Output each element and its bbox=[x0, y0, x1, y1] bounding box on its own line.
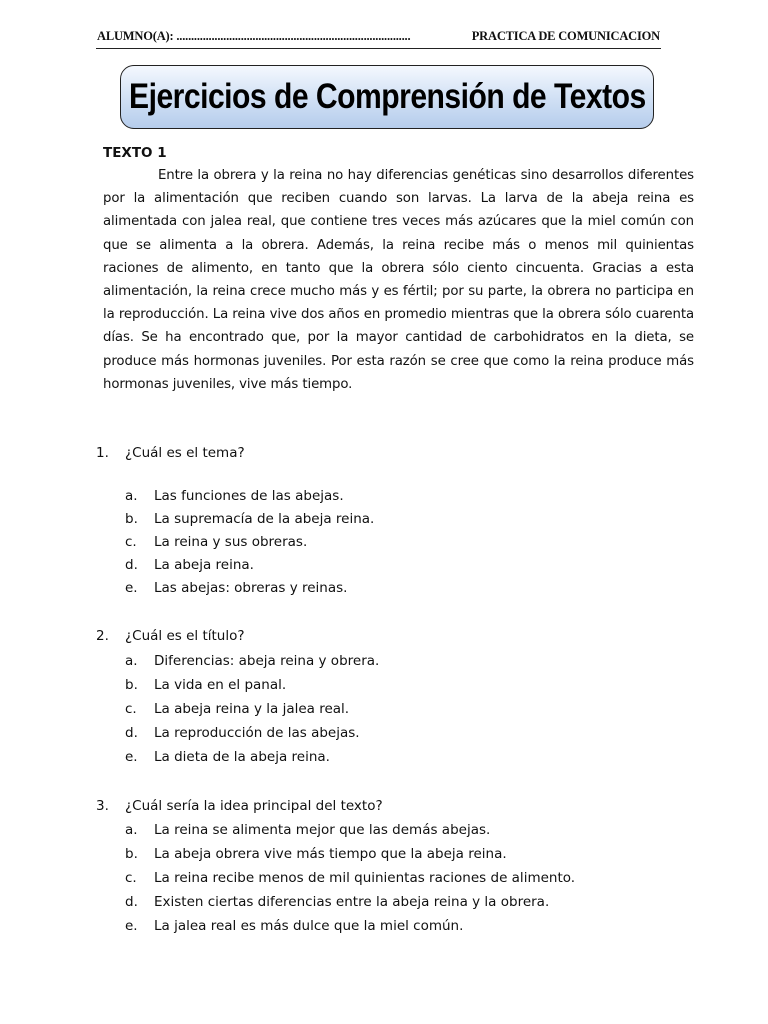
option-item bbox=[96, 842, 716, 866]
option-item bbox=[96, 745, 716, 769]
option-letter: d. bbox=[125, 556, 138, 573]
option-text: Diferencias: abeja reina y obrera. bbox=[154, 653, 380, 669]
question-3 bbox=[96, 796, 716, 938]
option-text: La reina y sus obreras. bbox=[154, 533, 308, 550]
option-item bbox=[96, 721, 716, 745]
option-text: La vida en el panal. bbox=[154, 677, 287, 693]
option-item bbox=[96, 697, 716, 721]
question-text: ¿Cuál es el tema? bbox=[125, 445, 245, 461]
option-list bbox=[96, 818, 716, 938]
option-item bbox=[96, 576, 716, 599]
option-item bbox=[96, 507, 716, 530]
student-name-label: ALUMNO(A): ................................................................................ bbox=[97, 28, 411, 44]
option-letter: a. bbox=[125, 487, 138, 504]
option-item bbox=[96, 530, 716, 553]
option-item bbox=[96, 890, 716, 914]
option-text: La abeja reina. bbox=[154, 556, 254, 573]
section-title: TEXTO 1 bbox=[103, 145, 167, 161]
question-header bbox=[96, 626, 716, 646]
question-2 bbox=[96, 626, 716, 769]
option-item bbox=[96, 484, 716, 507]
question-text: ¿Cuál sería la idea principal del texto? bbox=[125, 798, 383, 814]
option-item bbox=[96, 914, 716, 938]
option-list bbox=[96, 649, 716, 769]
option-letter: a. bbox=[125, 822, 138, 838]
option-text: La abeja obrera vive más tiempo que la abeja reina. bbox=[154, 846, 507, 862]
option-text: La abeja reina y la jalea real. bbox=[154, 701, 350, 717]
option-letter: c. bbox=[125, 701, 137, 717]
question-number: 3. bbox=[96, 798, 109, 814]
header-divider bbox=[96, 48, 661, 49]
question-1 bbox=[96, 443, 716, 599]
option-text: La dieta de la abeja reina. bbox=[154, 749, 330, 765]
option-letter: c. bbox=[125, 533, 137, 550]
option-item bbox=[96, 553, 716, 576]
option-text: La reina recibe menos de mil quinientas raciones de alimento. bbox=[154, 870, 576, 886]
reading-passage: Entre la obrera y la reina no hay diferencias genéticas sino desarrollos diferentes por la alimentación que reciben cuando son larvas. La larva de la abeja reina es alimentada con jalea real, que contiene tres veces más azúcares que la miel común con que se alimenta a la obrera. Además, la reina recibe más o menos mil quinientas raciones de alimento, en tanto que la obrera sólo ciento cincuenta. Gracias a esta alimentación, la reina crece mucho más y es fértil; por su parte, la obrera no participa en la reproducción. La reina vive dos años en promedio mientras que la obrera sólo cuarenta días. Se ha encontrado que, por la mayor cantidad de carbohidratos en la dieta, se produce más hormonas juveniles. Por esta razón se cree que como la reina produce más hormonas juveniles, vive más tiempo. bbox=[103, 168, 694, 392]
option-letter: b. bbox=[125, 846, 138, 862]
option-list bbox=[96, 484, 716, 599]
question-number: 2. bbox=[96, 628, 109, 644]
option-text: Existen ciertas diferencias entre la abeja reina y la obrera. bbox=[154, 894, 550, 910]
title-banner bbox=[120, 65, 654, 129]
page-header bbox=[97, 29, 660, 45]
option-item bbox=[96, 866, 716, 890]
option-letter: d. bbox=[125, 725, 138, 741]
option-letter: d. bbox=[125, 894, 138, 910]
option-text: Las abejas: obreras y reinas. bbox=[154, 579, 348, 596]
option-text: La reproducción de las abejas. bbox=[154, 725, 360, 741]
option-letter: e. bbox=[125, 918, 138, 934]
option-item bbox=[96, 673, 716, 697]
question-text: ¿Cuál es el título? bbox=[125, 628, 245, 644]
option-letter: c. bbox=[125, 870, 137, 886]
option-item bbox=[96, 649, 716, 673]
question-header bbox=[96, 443, 716, 463]
option-text: Las funciones de las abejas. bbox=[154, 487, 344, 504]
option-letter: e. bbox=[125, 579, 138, 596]
question-header bbox=[96, 796, 716, 816]
course-label: PRACTICA DE COMUNICACION bbox=[471, 28, 660, 44]
option-letter: b. bbox=[125, 510, 138, 527]
option-text: La supremacía de la abeja reina. bbox=[154, 510, 375, 527]
option-letter: b. bbox=[125, 677, 138, 693]
option-letter: e. bbox=[125, 749, 138, 765]
option-letter: a. bbox=[125, 653, 138, 669]
option-text: La reina se alimenta mejor que las demás abejas. bbox=[154, 822, 491, 838]
option-text: La jalea real es más dulce que la miel común. bbox=[154, 918, 464, 934]
option-item bbox=[96, 818, 716, 842]
question-number: 1. bbox=[96, 445, 109, 461]
page-title: Ejercicios de Comprensión de Textos bbox=[128, 77, 646, 116]
